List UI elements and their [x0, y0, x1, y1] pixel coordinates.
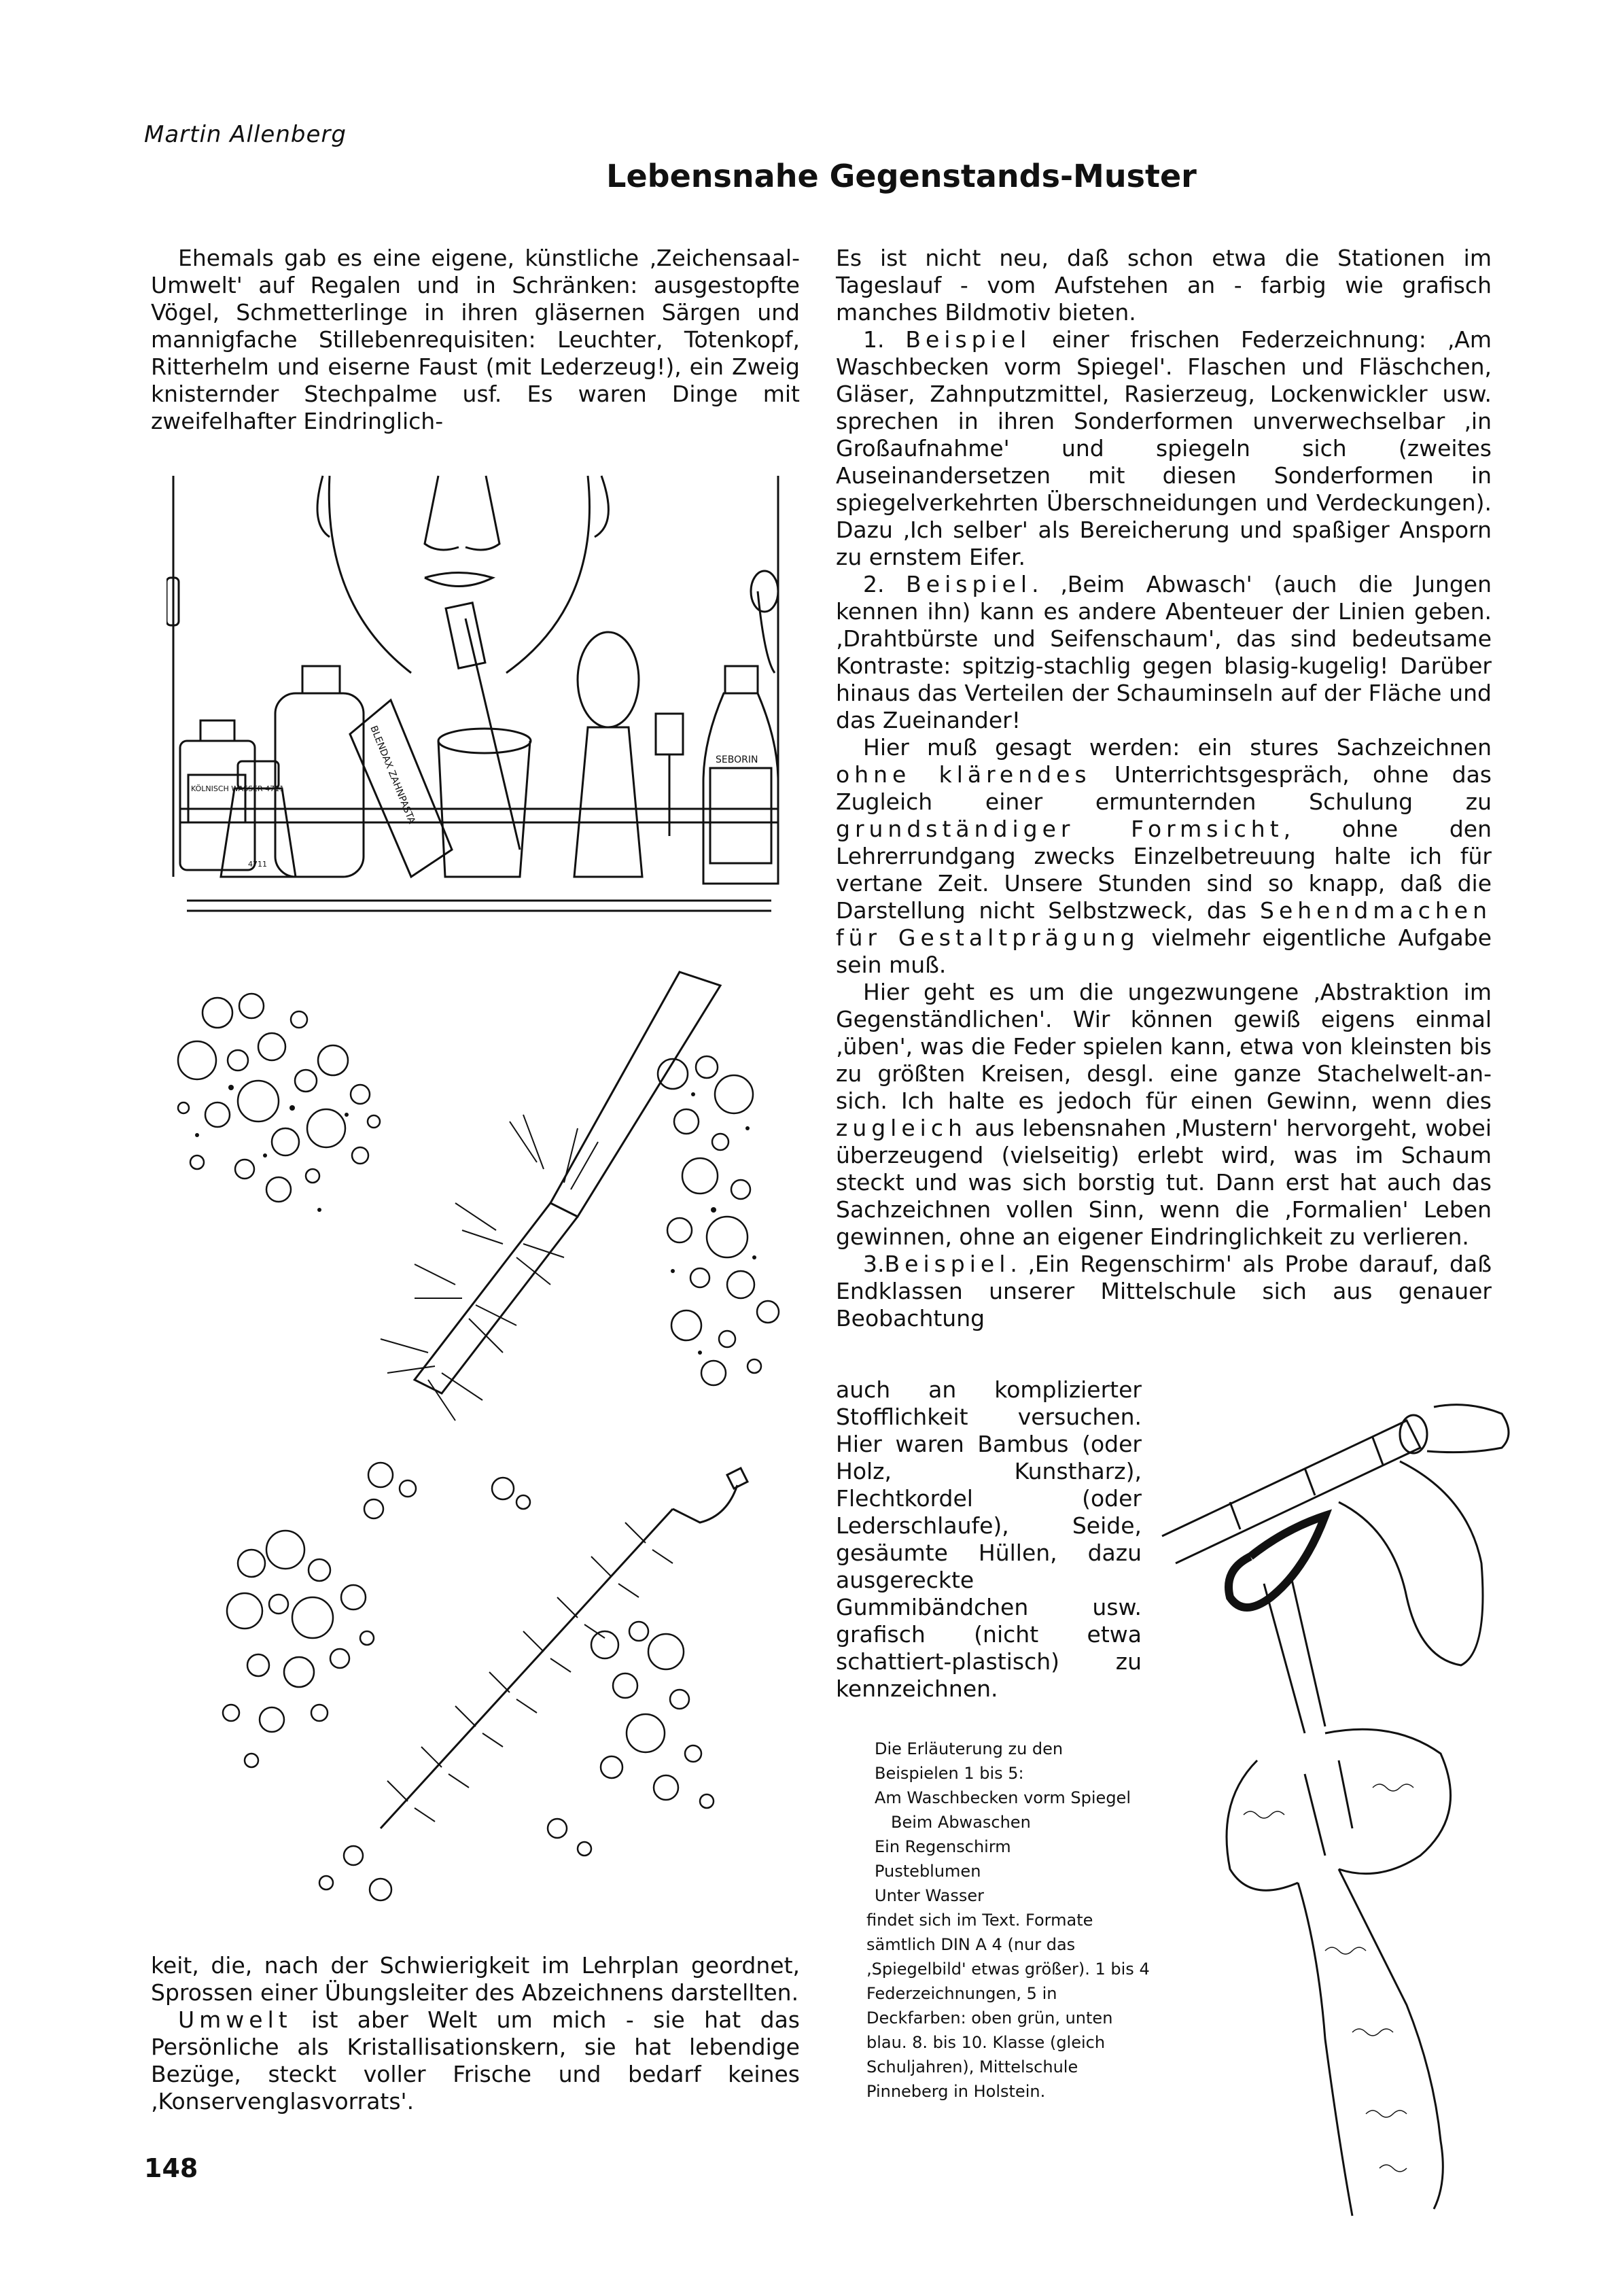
- example-2-number: 2.: [863, 571, 907, 597]
- paragraph-teaching: [836, 734, 1492, 979]
- teaching-emphasis-d: grundständiger Formsicht: [836, 816, 1284, 842]
- caption-item: Ein Regenschirm: [875, 1837, 1011, 1856]
- example-3-number: 3.: [863, 1251, 885, 1277]
- caption-item: Am Waschbecken vorm Spiegel: [875, 1788, 1131, 1807]
- example-3-word: Beispiel: [884, 1251, 1011, 1277]
- caption-intro: Die Erläuterung zu den Beispielen 1 bis 5:: [875, 1739, 1064, 1783]
- illustration-mirror-sink: [166, 469, 792, 931]
- label-blendax: BLENDAX ZAHNPASTA: [368, 724, 417, 826]
- label-4711: 4711: [248, 860, 267, 869]
- left-column-continuation: [151, 1952, 800, 2115]
- caption-item: Unter Wasser: [875, 1886, 984, 1905]
- paragraph-example-1: [836, 326, 1492, 571]
- umwelt-emphasis: Umwelt: [178, 2006, 292, 2033]
- umwelt-text: ist aber Welt um mich - sie hat das Persönliche als Kristallisationskern, sie hat lebendige Bezüge, steckt voller Frische und bedarf keines ‚Konservenglasvorrats'.: [151, 2006, 800, 2115]
- example-3-text: . ‚Ein Regenschirm' als Probe darauf, daß Endklassen unserer Mittelschule sich aus genauer Beobachtung: [836, 1251, 1492, 1332]
- teaching-text-a: Hier muß gesagt werden: ein stures Sachzeichnen: [863, 734, 1492, 761]
- caption-outro: findet sich im Text. Formate sämtlich DIN A 4 (nur das ‚Spiegelbild' etwas größer). 1 bis 4 Federzeichnungen, 5 in Deckfarben: oben grün, unten blau. 8. bis 10. Klasse (gleich Schuljahren), Mittelschule Pinneberg in Holstein.: [866, 1911, 1150, 2101]
- abstraction-emphasis: zugleich: [836, 1115, 967, 1141]
- example-2-text: . ‚Beim Abwasch' (auch die Jungen kennen ihn) kann es andere Abenteuer der Linien geben. ‚Drahtbürste und Seifenschaum', das sind bedeutsame Kontraste: spitzig-stachlig gegen blasig-kugelig! Darüber hinaus das Verteilen der Schauminseln auf der Fläche und das Zueinander!: [836, 571, 1492, 733]
- teaching-text-e: , ohne den Lehrerrundgang zwecks Einzelbetreuung halte ich für vertane Zeit. Unsere Stunden sind so knapp, daß die Darstellung nicht Selbstzweck, das: [836, 816, 1492, 924]
- abstraction-text-a: Hier geht es um die ungezwungene ‚Abstraktion im Gegenständlichen'. Wir können gewiß eigens einmal ‚üben', was die Feder spielen kann, etwa von kleinsten bis zu größten Kreisen, desgl. eine ganze Stachelwelt-an-sich. Ich halte es jedoch für einen Gewinn, wenn dies: [836, 979, 1492, 1114]
- paragraph-example-2: [836, 571, 1492, 734]
- caption-item: Pusteblumen: [875, 1862, 981, 1881]
- article-title: Lebensnahe Gegenstands-Muster: [606, 158, 1197, 194]
- illustration-umbrella: [1148, 1393, 1529, 2229]
- author-name: Martin Allenberg: [144, 121, 347, 148]
- continuation-paragraph: keit, die, nach der Schwierigkeit im Lehrplan geordnet, Sprossen einer Übungsleiter des Abzeichnens darstellten.: [151, 1952, 800, 2006]
- abstraction-text-c: aus lebensnahen ‚Mustern' hervorgeht, wobei überzeugend (vielseitig) erlebt wird, was im Schaum steckt und was sich borstig tut. Dann erst hat auch das Sachzeichnen vollen Sinn, wenn die ‚Formalien' Leben gewinnen, ohne an eigener Eindringlichkeit zu verlieren.: [836, 1115, 1492, 1250]
- page-number: 148: [144, 2153, 198, 2183]
- example-2-word: Beispiel: [906, 571, 1032, 597]
- example-3-continuation: auch an komplizierter Stofflichkeit versuchen. Hier waren Bambus (oder Holz, Kunstharz), Flechtkordel (oder Lederschlaufe), Seide, gesäumte Hüllen, dazu ausgereckte Gummibändchen usw. grafisch (nicht etwa schattiert-plastisch) zu kennzeichnen.: [836, 1376, 1142, 1702]
- intro-paragraph: Ehemals gab es eine eigene, künstliche ‚Zeichensaal-Umwelt' auf Regalen und in Schränken: ausgestopfte Vögel, Schmetterlinge in ihren gläsernen Särgen und mannigfache Stillebenrequisiten: Leuchter, Totenkopf, Ritterhelm und eiserne Faust (mit Lederzeug!), ein Zweig knisternder Stechpalme usf. Es waren Dinge mit zweifelhafter Eindringlich-: [151, 245, 800, 434]
- paragraph-intro: Es ist nicht neu, daß schon etwa die Stationen im Tageslauf - vom Aufstehen an - farbig wie grafisch manches Bildmotiv bieten.: [836, 245, 1492, 326]
- label-seborin: SEBORIN: [716, 754, 758, 765]
- illustration-bottle-brush: [204, 1448, 788, 1924]
- example-1-number: 1.: [863, 326, 906, 353]
- caption-item: Beim Abwaschen: [891, 1813, 1031, 1832]
- right-column-narrow: [836, 1376, 1142, 1703]
- example-1-text: einer frischen Federzeichnung: ‚Am Waschbecken vorm Spiegel'. Flaschen und Fläschchen, Gläser, Zahnputzmittel, Rasierzeug, Lockenwickler usw. sprechen in ihren Sonderformen unverwechselbar ‚in Großaufnahme' und spiegeln sich (zweites Auseinandersetzen mit diesen Sonderformen in spiegelverkehrten Überschneidungen und Verdeckungen). Dazu ‚Ich selber' als Bereicherung und spaßiger Ansporn zu ernstem Eifer.: [836, 326, 1492, 570]
- illustration-brush-foam: [156, 958, 809, 1434]
- teaching-emphasis-f: Sehendmachen für Gestaltprägung: [836, 897, 1492, 951]
- paragraph-abstraction: [836, 979, 1492, 1251]
- example-1-word: Beispiel: [905, 326, 1032, 353]
- right-column: [836, 245, 1492, 1332]
- paragraph-example-3: [836, 1251, 1492, 1332]
- teaching-text-g: vielmehr eigentliche Aufgabe sein muß.: [836, 924, 1492, 978]
- label-koelnisch: KÖLNISCH WASSER 4711: [191, 784, 285, 793]
- left-column-intro: [151, 245, 800, 435]
- figure-caption: [866, 1737, 1152, 2104]
- teaching-emphasis-b: ohne klärendes: [836, 761, 1091, 788]
- umwelt-paragraph: [151, 2006, 800, 2115]
- teaching-text-c: Unterrichtsgespräch, ohne das Zugleich einer ermunternden Schulung zu: [836, 761, 1492, 815]
